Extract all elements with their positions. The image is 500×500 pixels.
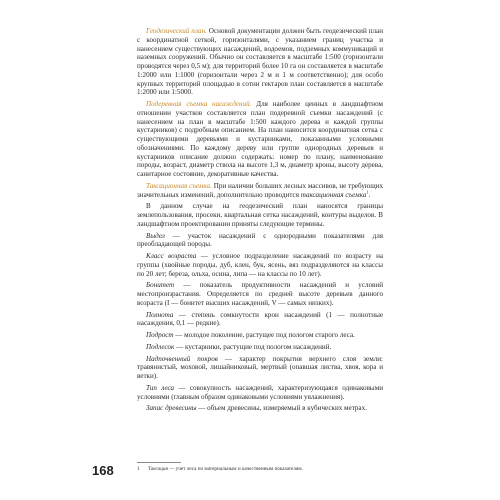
page-number: 168 (92, 463, 114, 478)
definition-age-class (137, 252, 383, 278)
paragraph-geodetic-plan (137, 27, 383, 97)
footnote-ref: 1 (366, 189, 369, 195)
heading-geodetic-plan: Геодезический план. (146, 27, 207, 35)
text-vydel: — участок насаждений с однородными показателями для преобладающей породы. (137, 231, 383, 249)
definition-undergrowth (137, 331, 383, 340)
definition-forest-type (137, 384, 383, 402)
term-vydel: Выдел (146, 231, 165, 240)
term-density: Полнота (146, 310, 174, 319)
definition-underbrush (137, 343, 383, 352)
footnote (137, 466, 383, 472)
term-forest-type: Тип леса (146, 383, 175, 392)
definition-ground-cover (137, 355, 383, 381)
text-density: — степень сомкнутости крон насаждений (1 — полнотные насаждения, 0,1 — редкие). (137, 310, 383, 328)
term-bonitet: Бонитет (146, 281, 175, 290)
text-taxation-survey: При наличии больших лесных массивов, не требующих значительных изменений, дополнительно проводится (137, 181, 384, 199)
heading-taxation-survey: Таксационная съемка. (146, 181, 212, 190)
text-boundaries: В данном случае на геодезический план наносятся границы землепользования, просеки, квартальная сетка насаждений, контуры выделов. В ландшафтном проектировании приняты следующие термины. (137, 202, 383, 228)
definition-timber-stock (137, 404, 383, 413)
definition-density (137, 311, 383, 329)
definition-vydel (137, 232, 383, 250)
text-timber-stock: — объем древесины, измеряемый в кубических метрах. (196, 404, 367, 413)
heading-tree-survey: Подеревная съемка насаждений. (146, 100, 252, 108)
text-age-class: — условное подразделение насаждений по возрасту на группы (хвойные породы, дуб, клен, бук, ясень, вяз подразделяются на классы по 20 лет; береза, ольха, осина, липа — на классы по 10 лет). (137, 252, 384, 278)
term-age-class: Класс возраста (146, 252, 197, 260)
text-underbrush: — кустарники, растущие под пологом насаждений. (174, 342, 332, 351)
text-geodetic-plan: Основой документации должен быть геодезический план с координатной сеткой, горизонталями, с указанием границ участка и нанесением существующих насаждений, водоемов, подземных коммуникаций и наземных сооружений. Обычно он составляется в масштабе 1:500 (горизонтали проводятся через 0,5 м); для территорий более 10 га он составляется в масштабе 1:2000 или 1:1000 (горизонтали через 2 м и 1 м соответственно); для особо крупных территорий площадью в сотни гектаров план составляется в масштабе 1:2000 или 1:5000. (137, 27, 383, 97)
text-bonitet: — показатель продуктивности насаждений и условий местопроизрастания. Определяется по средней высоте деревьев данного возраста (I — бонитет высших насаждений, V — самых низких). (137, 281, 383, 307)
term-timber-stock: Запас древесины (146, 404, 197, 413)
paragraph-tree-survey (137, 100, 383, 179)
term-ground-cover: Надпочвенный покров (146, 354, 218, 363)
text-tree-survey: Для наиболее ценных в ландшафтном отношении участков составляется план подеревной съемки насаждений (с нанесением на план в масштабе 1:500 каждого дерева и каждой группы кустарников) с подробным описанием. На план наносится координатная сетка с существующими деревьями и кустарниками, показанными условными обозначениями. По каждому дереву или группе однородных деревьев и кустарников описание должно содержать: номер по плану, наименование породы, возраст, диаметр ствола на высоте 1,3 м, диаметр кроны, высоту дерева, санитарное состояние, декоративные качества. (137, 100, 383, 178)
footnote-term: Таксация (148, 466, 168, 472)
page-body (137, 27, 383, 416)
term-taxation-survey: таксационная съемка (300, 190, 367, 199)
definition-bonitet (137, 281, 383, 307)
text-taxation-end: . (368, 190, 371, 199)
paragraph-boundaries (137, 202, 383, 228)
text-undergrowth: — молодое поколение, растущее под пологом старого леса. (173, 331, 355, 339)
footnote-text: — учет леса по материальным и качественным показателям. (167, 466, 303, 472)
footnote-divider (137, 462, 181, 463)
paragraph-taxation-survey (137, 182, 383, 200)
term-undergrowth: Подрост (146, 331, 174, 339)
text-forest-type: — совокупность насаждений, характеризующаяся одинаковыми условиями (главным образом одинаковыми условиями увлажнения). (137, 383, 383, 401)
term-underbrush: Подлесок (146, 342, 175, 351)
footnote-number: 1 (137, 466, 140, 472)
text-ground-cover: — характер покрытия верхнего слоя земли: травянистый, моховой, лишайниковый, мертвый (опавшая листва, хвоя, кора и ветки). (137, 354, 384, 380)
